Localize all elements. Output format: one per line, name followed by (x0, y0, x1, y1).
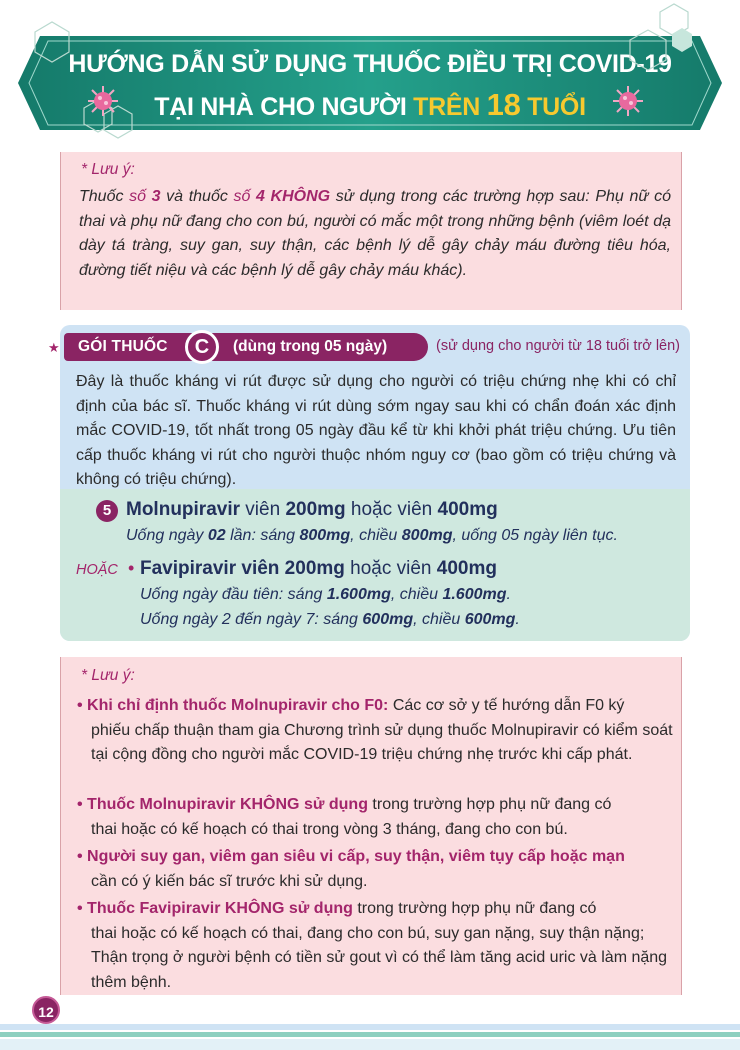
hexagon-decoration-icon (0, 0, 740, 150)
package-description: Đây là thuốc kháng vi rút được sử dụng cho người có triệu chứng nhẹ khi có chỉ định của bác sĩ. Thuốc kháng vi rút dùng sớm ngay sau khi có chẩn đoán xác định mắc COVID-19, tốt nhất trong 05 ngày đầu kể từ khi khởi phát triệu chứng. Ưu tiên cấp thuốc kháng vi rút cho người thuộc nhóm nguy cơ (bao gồm có triệu chứng và không có triệu chứng). (76, 373, 676, 488)
drug1-title: Molnupiravir viên 200mg hoặc viên 400mg (126, 499, 498, 520)
bullet-icon: • (128, 558, 135, 578)
drug2-dosage-day2-7: Uống ngày 2 đến ngày 7: sáng 600mg, chiều 600mg. (140, 611, 520, 628)
package-duration: (dùng trong 05 ngày) (233, 338, 388, 355)
drug1-dosage: Uống ngày 02 lần: sáng 800mg, chiều 800mg, uống 05 ngày liên tục. (126, 527, 618, 544)
drug-number-badge: 5 (96, 500, 118, 522)
note2-bullet-3: • Người suy gan, viêm gan siêu vi cấp, suy thận, viêm tụy cấp hoặc mạn cần có ý kiến bác sĩ trước khi sử dụng. (77, 848, 625, 890)
note-box-1 (60, 152, 682, 310)
or-label: HOẶC (76, 562, 118, 578)
note1-body: Thuốc số 3 và thuốc số 4 KHÔNG sử dụng trong các trường hợp sau: Phụ nữ có thai và phụ nữ đang cho con bú, người có mắc một trong những bệnh (viêm loét dạ dày tá tràng, suy gan, suy thận, các bệnh lý dễ gây chảy máu đường tiêu hóa, đường tiết niệu và các bệnh lý dễ gây chảy máu khác). (79, 188, 672, 279)
page-number: 12 (32, 996, 60, 1024)
note2-bullet-2: • Thuốc Molnupiravir KHÔNG sử dụng trong trường hợp phụ nữ đang có thai hoặc có kế hoạch có thai trong vòng 3 tháng, đang cho con bú. (77, 796, 612, 838)
package-target-group: (sử dụng cho người từ 18 tuổi trở lên) (436, 338, 681, 354)
star-icon: ★ (48, 340, 60, 355)
footer-stripes (0, 1020, 740, 1050)
note2-bullet-1: • Khi chỉ định thuốc Molnupiravir cho F0: Các cơ sở y tế hướng dẫn F0 ký phiếu chấp thuận tham gia Chương trình sử dụng thuốc Molnupiravir có kiểm soát tại cộng đồng cho người mắc COVID-19 triệu chứng nhẹ trước khi cấp phát. (77, 697, 673, 763)
banner-title-line1: HƯỚNG DẪN SỬ DỤNG THUỐC ĐIỀU TRỊ COVID-19 (68, 50, 672, 78)
note-box-2 (60, 657, 682, 995)
drug2-title: Favipiravir viên 200mg hoặc viên 400mg (140, 558, 497, 579)
note2-heading: * Lưu ý: (81, 667, 135, 684)
banner-title-line2: TẠI NHÀ CHO NGƯỜI TRÊN 18 TUỔI (154, 87, 586, 122)
package-label-pill (64, 333, 428, 361)
virus-icon-left (86, 84, 120, 118)
virus-icon-right (611, 84, 645, 118)
note2-bullet-4: • Thuốc Favipiravir KHÔNG sử dụng trong trường hợp phụ nữ đang có thai hoặc có kế hoạch có thai, đang cho con bú, suy gan nặng, suy thận nặng; Thận trọng ở người bệnh có tiền sử gout vì có thể làm tăng acid uric và làm nặng thêm bệnh. (77, 900, 668, 991)
note1-heading: * Lưu ý: (81, 161, 135, 178)
package-label: GÓI THUỐC (78, 338, 168, 355)
drug2-dosage-day1: Uống ngày đầu tiên: sáng 1.600mg, chiều 1.600mg. (140, 586, 511, 603)
package-letter-badge: C (185, 330, 219, 364)
